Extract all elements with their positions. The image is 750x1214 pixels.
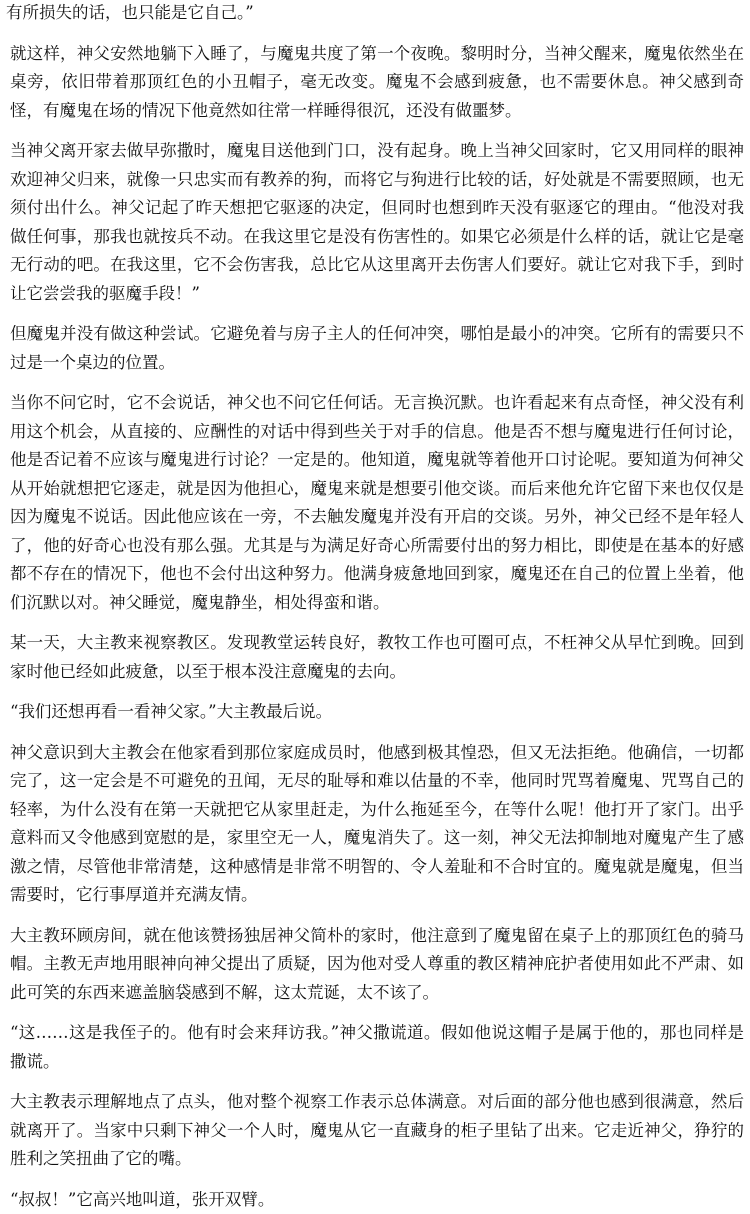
paragraph-9: 大主教环顾房间，就在他该赞扬独居神父简朴的家时，他注意到了魔鬼留在桌子上的那顶红色的骑马帽。主教无声地用眼神向神父提出了质疑，因为他对受人尊重的教区精神庇护者使用如此不严肃、如此可笑的东西来遮盖脑袋感到不解，这太荒诞，太不该了。 xyxy=(6,922,744,1008)
paragraph-5: 当你不问它时，它不会说话，神父也不问它任何话。无言换沉默。也许看起来有点奇怪，神父没有利用这个机会，从直接的、应酬性的对话中得到些关于对手的信息。他是否不想与魔鬼进行任何讨论，他是否记着不应该与魔鬼进行讨论？一定是的。他知道，魔鬼就等着他开口讨论呢。要知道为何神父从开始就想把它逐走，就是因为他担心，魔鬼来就是想要引他交谈。而后来他允许它留下来也仅仅是因为魔鬼不说话。因此他应该在一旁，不去触发魔鬼并没有开启的交谈。另外，神父已经不是年轻人了，他的好奇心也没有那么强。尤其是与为满足好奇心所需要付出的努力相比，即使是在基本的好感都不存在的情况下，他也不会付出这种努力。他满身疲惫地回到家，魔鬼还在自己的位置上坐着，他们沉默以对。神父睡觉，魔鬼静坐，相处得蛮和谐。 xyxy=(6,389,744,617)
paragraph-4: 但魔鬼并没有做这种尝试。它避免着与房子主人的任何冲突，哪怕是最小的冲突。它所有的需要只不过是一个桌边的位置。 xyxy=(6,320,744,377)
paragraph-12: “叔叔！”它高兴地叫道，张开双臂。 xyxy=(6,1186,744,1214)
paragraph-3: 当神父离开家去做早弥撒时，魔鬼目送他到门口，没有起身。晚上当神父回家时，它又用同样的眼神欢迎神父归来，就像一只忠实而有教养的狗，而将它与狗进行比较的话，好处就是不需要照顾，也无须付出什么。神父记起了昨天想把它驱逐的决定，但同时也想到昨天没有驱逐它的理由。“他没对我做任何事，那我也就按兵不动。在我这里它是没有伤害性的。如果它必须是什么样的话，就让它是毫无行动的吧。在我这里，它不会伤害我，总比它从这里离开去伤害人们要好。就让它对我下手，到时让它尝尝我的驱魔手段！” xyxy=(6,137,744,308)
paragraph-1: 有所损失的话，也只能是它自己。” xyxy=(6,0,744,28)
paragraph-7: “我们还想再看一看神父家。”大主教最后说。 xyxy=(6,698,744,727)
paragraph-2: 就这样，神父安然地躺下入睡了，与魔鬼共度了第一个夜晚。黎明时分，当神父醒来，魔鬼依然坐在桌旁，依旧带着那顶红色的小丑帽子，毫无改变。魔鬼不会感到疲惫，也不需要休息。神父感到奇怪，有魔鬼在场的情况下他竟然如往常一样睡得很沉，还没有做噩梦。 xyxy=(6,40,744,126)
paragraph-10: “这……这是我侄子的。他有时会来拜访我。”神父撒谎道。假如他说这帽子是属于他的，那也同样是撒谎。 xyxy=(6,1019,744,1076)
paragraph-6: 某一天，大主教来视察教区。发现教堂运转良好，教牧工作也可圈可点，不枉神父从早忙到晚。回到家时他已经如此疲惫，以至于根本没注意魔鬼的去向。 xyxy=(6,629,744,686)
paragraph-11: 大主教表示理解地点了点头，他对整个视察工作表示总体满意。对后面的部分他也感到很满意，然后就离开了。当家中只剩下神父一个人时，魔鬼从它一直藏身的柜子里钻了出来。它走近神父，狰狞的胜利之笑扭曲了它的嘴。 xyxy=(6,1088,744,1174)
paragraph-8: 神父意识到大主教会在他家看到那位家庭成员时，他感到极其惶恐，但又无法拒绝。他确信，一切都完了，这一定会是不可避免的丑闻，无尽的耻辱和难以估量的不幸，他同时咒骂着魔鬼、咒骂自己的轻率，为什么没有在第一天就把它从家里赶走，为什么拖延至今，在等什么呢！他打开了家门。出乎意料而又令他感到宽慰的是，家里空无一人，魔鬼消失了。这一刻，神父无法抑制地对魔鬼产生了感激之情，尽管他非常清楚，这种感情是非常不明智的、令人羞耻和不合时宜的。魔鬼就是魔鬼，但当需要时，它行事厚道并充满友情。 xyxy=(6,739,744,910)
